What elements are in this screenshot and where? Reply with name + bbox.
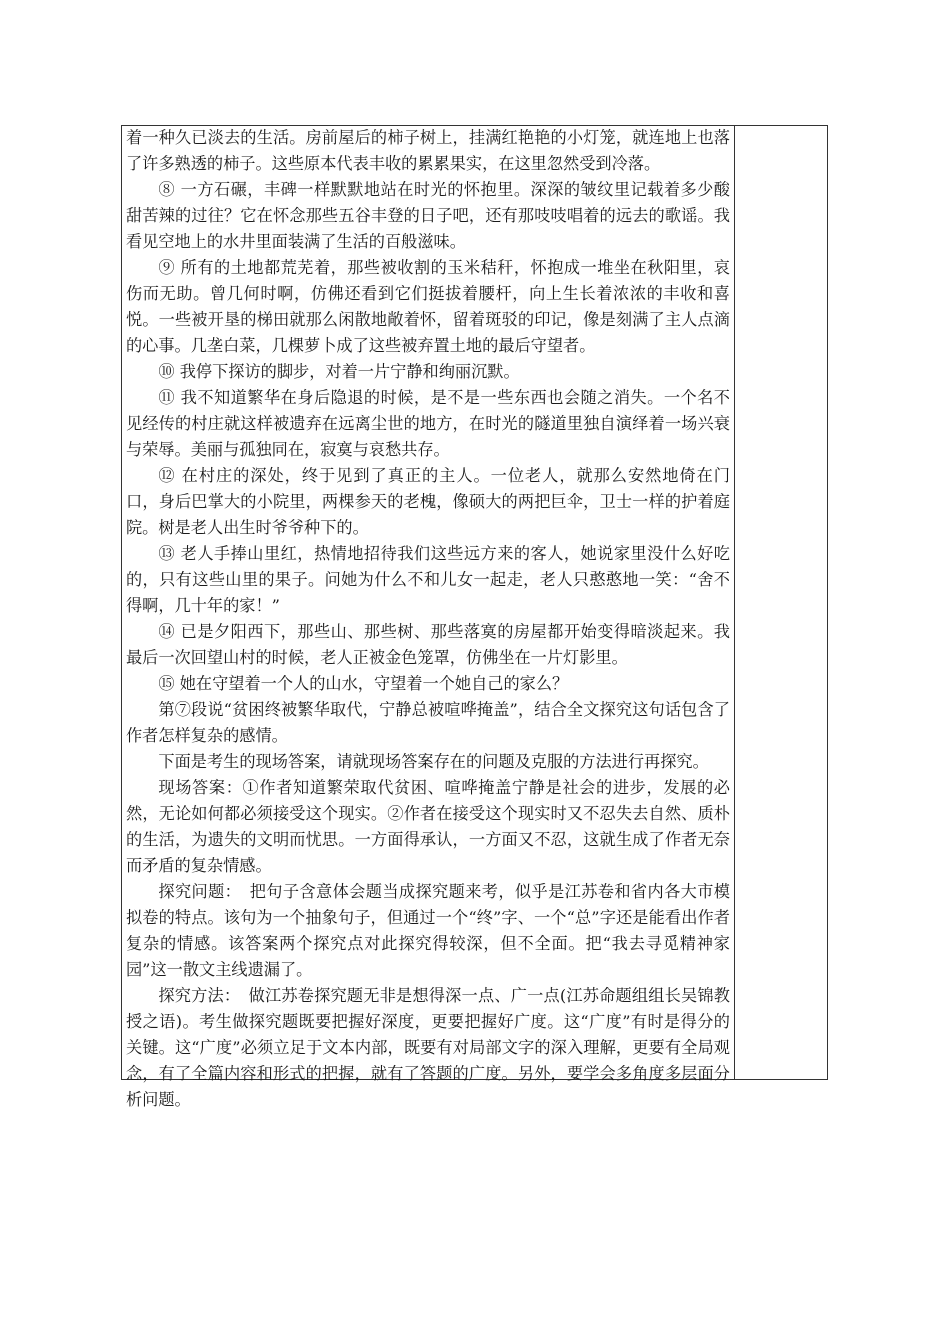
instruction-text: 下面是考生的现场答案，请就现场答案存在的问题及克服的方法进行再探究。 bbox=[158, 752, 709, 771]
paragraph-13: ⑬ 老人手捧山里红，热情地招待我们这些远方来的客人，她说家里没什么好吃的，只有这些山里的果子。问她为什么不和儿女一起走，老人只憨憨地一笑：“舍不得啊，几十年的家！” bbox=[126, 544, 730, 615]
document-table bbox=[121, 125, 828, 1109]
notes-cell bbox=[735, 126, 827, 1079]
paragraph-14: ⑭ 已是夕阳西下，那些山、那些树、那些落寞的房屋都开始变得暗淡起来。我最后一次回望山村的时候，老人正被金色笼罩，仿佛坐在一片灯影里。 bbox=[126, 622, 730, 667]
paragraph-12: ⑫ 在村庄的深处，终于见到了真正的主人。一位老人，就那么安然地倚在门口，身后巴掌大的小院里，两棵参天的老槐，像硕大的两把巨伞，卫士一样的护着庭院。树是老人出生时爷爷种下的。 bbox=[126, 466, 730, 537]
question-text: 第⑦段说“贫困终被繁华取代，宁静总被喧哗掩盖”，结合全文探究这句话包含了作者怎样复杂的感情。 bbox=[126, 700, 730, 745]
paragraph-continuation: 着一种久已淡去的生活。房前屋后的柿子树上，挂满红艳艳的小灯笼，就连地上也落了许多熟透的柿子。这些原本代表丰收的累累果实，在这里忽然受到冷落。 bbox=[126, 128, 730, 173]
paragraph-8: ⑧ 一方石碾，丰碑一样默默地站在时光的怀抱里。深深的皱纹里记载着多少酸甜苦辣的过往？它在怀念那些五谷丰登的日子吧，还有那吱吱唱着的远去的歌谣。我看见空地上的水井里面装满了生活的百般滋味。 bbox=[126, 180, 730, 251]
paragraph-9: ⑨ 所有的土地都荒芜着，那些被收割的玉米秸秆，怀抱成一堆坐在秋阳里，哀伤而无助。曾几何时啊，仿佛还看到它们挺拔着腰杆，向上生长着浓浓的丰收和喜悦。一些被开垦的梯田就那么闲散地敞着怀，留着斑驳的印记，像是刻满了主人点滴的心事。几垄白菜，几棵萝卜成了这些被弃置土地的最后守望者。 bbox=[126, 258, 730, 355]
paragraph-15: ⑮ 她在守望着一个人的山水，守望着一个她自己的家么？ bbox=[158, 674, 569, 693]
paragraph-11: ⑪ 我不知道繁华在身后隐退的时候，是不是一些东西也会随之消失。一个名不见经传的村庄就这样被遗弃在远离尘世的地方，在时光的隧道里独自演绎着一场兴衰与荣辱。美丽与孤独同在，寂寞与哀愁共存。 bbox=[126, 388, 730, 459]
paragraph-10: ⑩ 我停下探访的脚步，对着一片宁静和绚丽沉默。 bbox=[158, 362, 520, 381]
main-text-cell bbox=[126, 125, 730, 1113]
inquiry-problem: 探究问题： 把句子含意体会题当成探究题来考，似乎是江苏卷和省内各大市模拟卷的特点。该句为一个抽象句子，但通过一个“终”字、一个“总”字还是能看出作者复杂的情感。该答案两个探究点对此探究得较深，但不全面。把“我去寻觅精神家园”这一散文主线遗漏了。 bbox=[126, 882, 730, 979]
field-answer: 现场答案：①作者知道繁荣取代贫困、喧哗掩盖宁静是社会的进步，发展的必然，无论如何都必须接受这个现实。②作者在接受这个现实时又不忍失去自然、质朴的生活，为遗失的文明而忧思。一方面得承认，一方面又不忍，这就生成了作者无奈而矛盾的复杂情感。 bbox=[126, 778, 730, 875]
inquiry-method: 探究方法： 做江苏卷探究题无非是想得深一点、广一点(江苏命题组组长吴锦教授之语)。考生做探究题既要把握好深度，更要把握好广度。这“广度”有时是得分的关键。这“广度”必须立足于文本内部，既要有对局部文字的深入理解，更要有全局观念，有了全篇内容和形式的把握，就有了答题的广度。另外，要学会多角度多层面分析问题。 bbox=[126, 986, 730, 1109]
